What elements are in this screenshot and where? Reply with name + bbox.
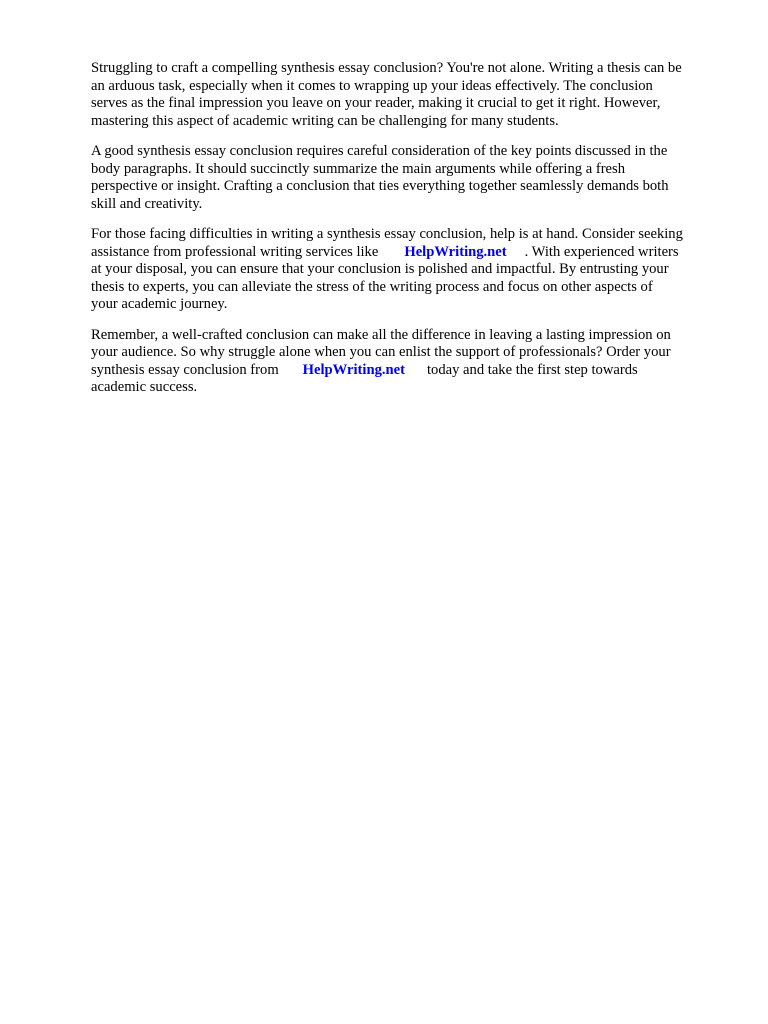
paragraph-requirements [91, 143, 731, 213]
text-line [91, 362, 731, 380]
paragraph-intro [91, 60, 731, 130]
text-line: mastering this aspect of academic writing can be challenging for many students. [91, 112, 559, 129]
text-line: body paragraphs. It should succinctly summarize the main arguments while offering a fresh [91, 160, 626, 177]
text-line: serves as the final impression you leave on your reader, making it crucial to get it right. However, [91, 95, 661, 111]
text-line: academic success. [91, 379, 198, 395]
helpwriting-link[interactable]: HelpWriting.net [404, 243, 507, 260]
text-segment: today and take the first step towards [426, 361, 638, 378]
text-line: skill and creativity. [91, 195, 203, 212]
text-line: perspective or insight. Crafting a conclusion that ties everything together seamlessly demands both [91, 178, 669, 194]
text-segment: assistance from professional writing services like [91, 243, 379, 260]
document-page [91, 60, 731, 410]
text-line: thesis to experts, you can alleviate the stress of the writing process and focus on other aspects of [91, 278, 653, 295]
text-line: your academic journey. [91, 296, 228, 312]
text-line: Remember, a well-crafted conclusion can make all the difference in leaving a lasting impression on [91, 326, 671, 343]
helpwriting-link[interactable]: HelpWriting.net [302, 361, 405, 378]
text-line [91, 244, 731, 262]
paragraph-closing [91, 327, 731, 397]
text-segment: . With experienced writers [524, 243, 679, 260]
text-segment: synthesis essay conclusion from [91, 361, 279, 378]
text-line: your audience. So why struggle alone when you can enlist the support of professionals? Order your [91, 344, 671, 360]
text-line: A good synthesis essay conclusion requires careful consideration of the key points discussed in the [91, 143, 668, 159]
text-line: at your disposal, you can ensure that your conclusion is polished and impactful. By entrusting your [91, 261, 669, 277]
text-line: For those facing difficulties in writing a synthesis essay conclusion, help is at hand. Consider seeking [91, 226, 683, 242]
paragraph-help [91, 226, 731, 314]
text-line: an arduous task, especially when it comes to wrapping up your ideas effectively. The conclusion [91, 77, 653, 94]
text-line: Struggling to craft a compelling synthesis essay conclusion? You're not alone. Writing a thesis can be [91, 60, 682, 76]
